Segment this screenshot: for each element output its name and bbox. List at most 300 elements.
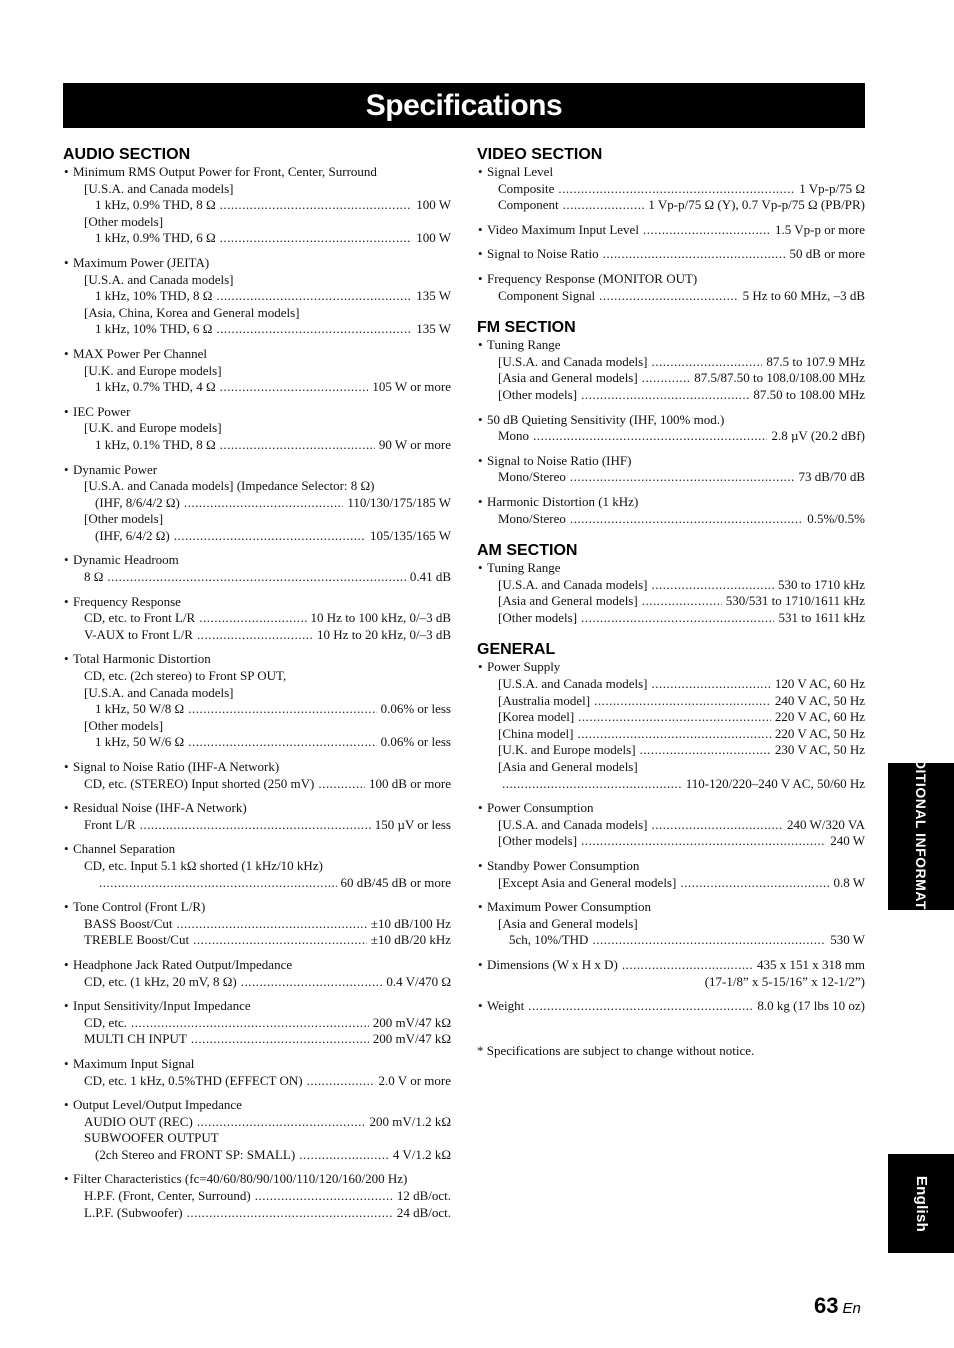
spec-label: Tuning Range bbox=[487, 337, 561, 353]
spec-line bbox=[477, 197, 865, 214]
spec-section bbox=[477, 318, 865, 527]
spec-label: (IHF, 8/6/4/2 Ω) bbox=[95, 494, 180, 510]
spec-value: 105/135/165 W bbox=[369, 527, 451, 543]
spec-line bbox=[63, 998, 451, 1015]
spec-line bbox=[63, 495, 451, 512]
side-tab-label: ADDITIONAL INFORMATION bbox=[913, 737, 929, 936]
bullet-icon: • bbox=[478, 899, 483, 915]
spec-line bbox=[477, 932, 865, 949]
bullet-icon: • bbox=[478, 337, 483, 353]
spec-label: Headphone Jack Rated Output/Impedance bbox=[73, 956, 293, 972]
spec-label: IEC Power bbox=[73, 403, 131, 419]
spec-label: [Other models] bbox=[84, 717, 164, 733]
spec-line bbox=[63, 610, 451, 627]
spec-label: Power Consumption bbox=[487, 800, 594, 816]
spec-line bbox=[63, 841, 451, 858]
spec-item bbox=[477, 337, 865, 403]
dot-leader bbox=[220, 379, 369, 396]
dot-leader bbox=[220, 230, 413, 247]
spec-line bbox=[63, 346, 451, 363]
dot-leader bbox=[199, 610, 306, 627]
spec-line bbox=[63, 1130, 451, 1147]
spec-line bbox=[63, 718, 451, 735]
dot-leader bbox=[622, 957, 753, 974]
spec-line bbox=[63, 478, 451, 495]
bullet-icon: • bbox=[478, 560, 483, 576]
spec-value: 240 W/320 VA bbox=[786, 816, 865, 832]
side-tab-additional-information[interactable] bbox=[888, 737, 954, 936]
bullet-icon: • bbox=[478, 998, 483, 1014]
spec-value: 90 W or more bbox=[378, 436, 451, 452]
dot-leader bbox=[533, 428, 767, 445]
spec-item bbox=[63, 998, 451, 1048]
spec-line bbox=[477, 759, 865, 776]
spec-item bbox=[63, 255, 451, 338]
spec-label: 1 kHz, 0.7% THD, 4 Ω bbox=[95, 379, 216, 395]
spec-item bbox=[477, 659, 865, 792]
spec-line bbox=[63, 875, 451, 892]
dot-leader bbox=[191, 1031, 369, 1048]
spec-label: Dimensions (W x H x D) bbox=[487, 956, 618, 972]
spec-item bbox=[477, 858, 865, 891]
spec-line bbox=[63, 974, 451, 991]
spec-item bbox=[477, 560, 865, 626]
bullet-icon: • bbox=[478, 221, 483, 237]
spec-label: Tone Control (Front L/R) bbox=[73, 899, 206, 915]
dot-leader bbox=[581, 387, 749, 404]
spec-line bbox=[63, 321, 451, 338]
side-tab-english[interactable] bbox=[888, 1154, 954, 1253]
spec-value: 1 Vp-p/75 Ω bbox=[799, 180, 865, 196]
spec-line bbox=[63, 197, 451, 214]
spec-item bbox=[63, 462, 451, 545]
dot-leader bbox=[216, 321, 412, 338]
spec-label: 1 kHz, 0.9% THD, 6 Ω bbox=[95, 230, 216, 246]
spec-line bbox=[63, 528, 451, 545]
spec-item bbox=[63, 957, 451, 990]
bullet-icon: • bbox=[478, 956, 483, 972]
spec-label: CD, etc. 1 kHz, 0.5%THD (EFFECT ON) bbox=[84, 1072, 303, 1088]
spec-line bbox=[477, 246, 865, 263]
dot-leader bbox=[680, 875, 829, 892]
spec-item bbox=[63, 552, 451, 585]
dot-leader bbox=[577, 726, 770, 743]
spec-label: [U.K. and Europe models] bbox=[84, 362, 222, 378]
spec-value: 0.4 V/470 Ω bbox=[386, 973, 451, 989]
spec-label: [U.S.A. and Canada models] bbox=[84, 180, 234, 196]
spec-label: MULTI CH INPUT bbox=[84, 1031, 187, 1047]
spec-value: 200 mV/47 kΩ bbox=[372, 1014, 451, 1030]
spec-line bbox=[63, 800, 451, 817]
bullet-icon: • bbox=[478, 452, 483, 468]
spec-value: 5 Hz to 60 MHz, –3 dB bbox=[742, 287, 865, 303]
bullet-icon: • bbox=[64, 164, 69, 179]
spec-line bbox=[63, 1056, 451, 1073]
spec-line bbox=[477, 709, 865, 726]
spec-label: [U.K. and Europe models] bbox=[498, 742, 636, 758]
spec-value: 87.50 to 108.00 MHz bbox=[753, 386, 865, 402]
spec-label: 1 kHz, 0.9% THD, 8 Ω bbox=[95, 197, 216, 213]
spec-line bbox=[63, 627, 451, 644]
spec-value: 0.06% or less bbox=[380, 701, 451, 717]
spec-value: 120 V AC, 60 Hz bbox=[774, 676, 865, 692]
spec-line bbox=[477, 957, 865, 974]
bullet-icon: • bbox=[64, 651, 69, 667]
spec-line bbox=[477, 916, 865, 933]
spec-line bbox=[477, 560, 865, 577]
spec-line bbox=[477, 354, 865, 371]
spec-value: 240 W bbox=[830, 833, 865, 849]
spec-item bbox=[477, 494, 865, 527]
spec-line bbox=[63, 817, 451, 834]
page-title: Specifications bbox=[63, 83, 865, 128]
spec-label: Composite bbox=[498, 180, 555, 196]
dot-leader bbox=[188, 701, 376, 718]
dot-leader bbox=[107, 569, 405, 586]
dot-leader bbox=[197, 1114, 366, 1131]
spec-value: 12 dB/oct. bbox=[396, 1188, 451, 1204]
spec-line bbox=[63, 594, 451, 611]
spec-line bbox=[477, 726, 865, 743]
spec-label: [China model] bbox=[498, 725, 574, 741]
bullet-icon: • bbox=[478, 659, 483, 675]
spec-value: 10 Hz to 100 kHz, 0/–3 dB bbox=[310, 610, 451, 626]
bullet-icon: • bbox=[478, 270, 483, 286]
dot-leader bbox=[563, 197, 645, 214]
spec-value: 0.06% or less bbox=[380, 734, 451, 750]
spec-label: Signal to Noise Ratio (IHF-A Network) bbox=[73, 759, 280, 774]
spec-value: 10 Hz to 20 kHz, 0/–3 dB bbox=[317, 626, 451, 642]
bullet-icon: • bbox=[64, 461, 69, 477]
dot-leader bbox=[193, 932, 367, 949]
spec-line bbox=[63, 437, 451, 454]
bullet-icon: • bbox=[478, 164, 483, 179]
dot-leader bbox=[99, 875, 337, 892]
spec-value: 50 dB or more bbox=[789, 246, 865, 262]
spec-label: Input Sensitivity/Input Impedance bbox=[73, 998, 251, 1014]
spec-line bbox=[477, 610, 865, 627]
dot-leader bbox=[177, 916, 367, 933]
spec-item bbox=[477, 998, 865, 1015]
spec-line bbox=[477, 337, 865, 354]
spec-value: 150 µV or less bbox=[374, 816, 451, 832]
spec-value: 1 Vp-p/75 Ω (Y), 0.7 Vp-p/75 Ω (PB/PR) bbox=[648, 197, 865, 213]
spec-item bbox=[63, 346, 451, 396]
bullet-icon: • bbox=[64, 403, 69, 419]
spec-label: Maximum Power (JEITA) bbox=[73, 254, 210, 270]
spec-label: Frequency Response bbox=[73, 593, 181, 609]
spec-label: [Other models] bbox=[84, 213, 164, 229]
spec-line bbox=[63, 164, 451, 181]
spec-line bbox=[477, 998, 865, 1015]
dot-leader bbox=[651, 817, 783, 834]
spec-value: 200 mV/47 kΩ bbox=[372, 1031, 451, 1047]
dot-leader bbox=[603, 246, 786, 263]
section-heading: AUDIO SECTION bbox=[63, 146, 191, 163]
dot-leader bbox=[299, 1147, 389, 1164]
spec-label: [Other models] bbox=[498, 386, 578, 402]
spec-line bbox=[63, 288, 451, 305]
spec-value: 110/130/175/185 W bbox=[347, 494, 451, 510]
spec-value: 0.41 dB bbox=[409, 569, 451, 585]
spec-label: Maximum Power Consumption bbox=[487, 899, 651, 915]
dot-leader bbox=[220, 197, 413, 214]
spec-line bbox=[477, 412, 865, 429]
section-heading: VIDEO SECTION bbox=[477, 146, 603, 163]
spec-label: Mono/Stereo bbox=[498, 469, 566, 485]
spec-label: [Other models] bbox=[498, 609, 578, 625]
spec-label: Channel Separation bbox=[73, 841, 176, 857]
spec-label: Component bbox=[498, 197, 559, 213]
footnote: * Specifications are subject to change without notice. bbox=[477, 1042, 755, 1058]
spec-line bbox=[63, 759, 451, 776]
spec-label: 1 kHz, 0.1% THD, 8 Ω bbox=[95, 436, 216, 452]
spec-label: Component Signal bbox=[498, 287, 596, 303]
spec-line bbox=[477, 776, 865, 793]
spec-line bbox=[63, 734, 451, 751]
spec-label: [U.S.A. and Canada models] bbox=[498, 676, 648, 692]
spec-line bbox=[477, 899, 865, 916]
spec-line bbox=[63, 552, 451, 569]
spec-line bbox=[63, 1205, 451, 1222]
dot-leader bbox=[570, 469, 795, 486]
spec-value: 100 W bbox=[416, 197, 451, 213]
bullet-icon: • bbox=[478, 858, 483, 873]
spec-item bbox=[63, 899, 451, 949]
section-heading: AM SECTION bbox=[477, 542, 578, 560]
spec-line bbox=[63, 701, 451, 718]
spec-label: Maximum Input Signal bbox=[73, 1055, 195, 1071]
spec-line bbox=[477, 511, 865, 528]
spec-value: 230 V AC, 50 Hz bbox=[774, 742, 865, 758]
spec-line bbox=[477, 428, 865, 445]
spec-item bbox=[63, 404, 451, 454]
spec-line bbox=[63, 305, 451, 322]
spec-item bbox=[477, 164, 865, 214]
spec-line bbox=[63, 1097, 451, 1114]
dot-leader bbox=[241, 974, 383, 991]
dot-leader bbox=[558, 181, 795, 198]
spec-line bbox=[63, 899, 451, 916]
spec-label: [U.S.A. and Canada models] bbox=[498, 353, 648, 369]
spec-line bbox=[63, 1147, 451, 1164]
spec-line bbox=[477, 659, 865, 676]
spec-line bbox=[63, 1015, 451, 1032]
bullet-icon: • bbox=[64, 1171, 69, 1187]
spec-line bbox=[477, 974, 865, 991]
spec-label: MAX Power Per Channel bbox=[73, 345, 207, 361]
dot-leader bbox=[140, 817, 371, 834]
spec-label: Power Supply bbox=[487, 659, 561, 675]
dot-leader bbox=[184, 495, 344, 512]
spec-line bbox=[477, 164, 865, 181]
dot-leader bbox=[318, 776, 365, 793]
spec-section bbox=[477, 145, 865, 304]
spec-label: CD, etc. (STEREO) Input shorted (250 mV) bbox=[84, 775, 315, 791]
spec-label: [Asia, China, Korea and General models] bbox=[84, 304, 300, 320]
spec-line bbox=[63, 404, 451, 421]
spec-label: Tuning Range bbox=[487, 560, 561, 576]
dot-leader bbox=[651, 676, 770, 693]
bullet-icon: • bbox=[478, 246, 483, 262]
spec-line bbox=[63, 1171, 451, 1188]
bullet-icon: • bbox=[478, 411, 483, 427]
spec-label: Signal Level bbox=[487, 164, 554, 179]
spec-value: 220 V AC, 50 Hz bbox=[774, 725, 865, 741]
spec-label: [U.S.A. and Canada models] (Impedance Selector: 8 Ω) bbox=[84, 478, 375, 494]
spec-line bbox=[63, 420, 451, 437]
spec-line bbox=[63, 379, 451, 396]
spec-value: 531 to 1611 kHz bbox=[778, 609, 865, 625]
spec-item bbox=[63, 164, 451, 247]
dot-leader bbox=[643, 222, 771, 239]
dot-leader bbox=[581, 610, 774, 627]
right-column bbox=[477, 145, 865, 1059]
spec-value: 530 to 1710 kHz bbox=[777, 576, 865, 592]
section-heading: GENERAL bbox=[477, 641, 556, 659]
spec-line bbox=[477, 742, 865, 759]
spec-label: 1 kHz, 50 W/8 Ω bbox=[95, 701, 185, 717]
spec-label: [U.K. and Europe models] bbox=[84, 420, 222, 436]
spec-label: CD, etc. to Front L/R bbox=[84, 610, 196, 626]
spec-label: Signal to Noise Ratio (IHF) bbox=[487, 452, 632, 468]
spec-line bbox=[63, 230, 451, 247]
spec-value: 87.5 to 107.9 MHz bbox=[766, 353, 865, 369]
page-number bbox=[814, 1293, 861, 1319]
dot-leader bbox=[216, 288, 412, 305]
spec-value: 0.8 W bbox=[833, 874, 865, 890]
spec-label: 1 kHz, 10% THD, 6 Ω bbox=[95, 321, 213, 337]
dot-leader bbox=[307, 1073, 375, 1090]
spec-line bbox=[63, 1114, 451, 1131]
spec-value: 73 dB/70 dB bbox=[798, 469, 865, 485]
spec-line bbox=[477, 387, 865, 404]
spec-label: V-AUX to Front L/R bbox=[84, 626, 193, 642]
spec-value: 110-120/220–240 V AC, 50/60 Hz bbox=[685, 775, 865, 791]
spec-line bbox=[63, 1073, 451, 1090]
spec-value: (17-1/8” x 5-15/16” x 12-1/2”) bbox=[704, 973, 865, 989]
spec-label: [Other models] bbox=[498, 833, 578, 849]
spec-value: 87.5/87.50 to 108.0/108.00 MHz bbox=[694, 370, 865, 386]
dot-leader bbox=[651, 354, 762, 371]
spec-label: [U.S.A. and Canada models] bbox=[498, 576, 648, 592]
spec-value: 0.5%/0.5% bbox=[807, 510, 865, 526]
spec-item bbox=[63, 651, 451, 751]
spec-label: Minimum RMS Output Power for Front, Center, Surround bbox=[73, 164, 377, 179]
dot-leader bbox=[570, 511, 803, 528]
spec-value: 530/531 to 1710/1611 kHz bbox=[725, 593, 865, 609]
spec-label: L.P.F. (Subwoofer) bbox=[84, 1204, 183, 1220]
dot-leader bbox=[197, 627, 313, 644]
spec-item bbox=[63, 1171, 451, 1221]
spec-line bbox=[63, 511, 451, 528]
spec-value: 435 x 151 x 318 mm bbox=[757, 956, 865, 972]
spec-value: 530 W bbox=[830, 932, 865, 948]
spec-line bbox=[63, 272, 451, 289]
section-heading: FM SECTION bbox=[477, 319, 576, 337]
spec-line bbox=[63, 916, 451, 933]
spec-label: CD, etc. bbox=[84, 1014, 127, 1030]
spec-label: CD, etc. Input 5.1 kΩ shorted (1 kHz/10 kHz) bbox=[84, 857, 323, 873]
spec-label: (IHF, 6/4/2 Ω) bbox=[95, 527, 170, 543]
dot-leader bbox=[581, 833, 826, 850]
spec-item bbox=[63, 1056, 451, 1089]
spec-value: 60 dB/45 dB or more bbox=[340, 874, 451, 890]
page-language-suffix: En bbox=[842, 1300, 861, 1317]
spec-line bbox=[63, 181, 451, 198]
spec-label: [U.S.A. and Canada models] bbox=[84, 684, 234, 700]
spec-value: 1.5 Vp-p or more bbox=[774, 221, 865, 237]
bullet-icon: • bbox=[64, 841, 69, 857]
spec-label: [Asia and General models] bbox=[498, 915, 638, 931]
spec-line bbox=[63, 1031, 451, 1048]
dot-leader bbox=[528, 998, 753, 1015]
spec-label: 5ch, 10%/THD bbox=[509, 932, 589, 948]
spec-line bbox=[477, 370, 865, 387]
spec-value: 220 V AC, 60 Hz bbox=[774, 709, 865, 725]
spec-label: [U.S.A. and Canada models] bbox=[84, 271, 234, 287]
dot-leader bbox=[592, 932, 826, 949]
spec-value: 4 V/1.2 kΩ bbox=[392, 1146, 451, 1162]
spec-line bbox=[63, 685, 451, 702]
spec-line bbox=[63, 1188, 451, 1205]
spec-label: BASS Boost/Cut bbox=[84, 915, 173, 931]
spec-line bbox=[477, 494, 865, 511]
spec-value: 2.8 µV (20.2 dBf) bbox=[771, 428, 865, 444]
spec-value: 135 W bbox=[416, 321, 451, 337]
spec-label: 1 kHz, 50 W/6 Ω bbox=[95, 734, 185, 750]
bullet-icon: • bbox=[478, 493, 483, 509]
spec-label: Standby Power Consumption bbox=[487, 858, 640, 873]
left-column bbox=[63, 145, 451, 1221]
spec-label: Dynamic Power bbox=[73, 461, 158, 477]
spec-line bbox=[477, 693, 865, 710]
spec-line bbox=[477, 469, 865, 486]
dot-leader bbox=[578, 709, 771, 726]
spec-item bbox=[477, 222, 865, 239]
spec-line bbox=[477, 181, 865, 198]
spec-value: 2.0 V or more bbox=[378, 1072, 451, 1088]
spec-label: Signal to Noise Ratio bbox=[487, 246, 599, 262]
spec-item bbox=[63, 1097, 451, 1163]
spec-line bbox=[63, 668, 451, 685]
spec-label: AUDIO OUT (REC) bbox=[84, 1113, 193, 1129]
spec-label: Mono/Stereo bbox=[498, 510, 566, 526]
spec-label: [U.S.A. and Canada models] bbox=[498, 816, 648, 832]
bullet-icon: • bbox=[64, 800, 69, 816]
dot-leader bbox=[599, 288, 738, 305]
spec-item bbox=[477, 453, 865, 486]
spec-line bbox=[477, 833, 865, 850]
spec-label: Video Maximum Input Level bbox=[487, 221, 639, 237]
spec-label: (2ch Stereo and FRONT SP: SMALL) bbox=[95, 1146, 296, 1162]
spec-value: 200 mV/1.2 kΩ bbox=[369, 1113, 451, 1129]
spec-item bbox=[477, 957, 865, 990]
spec-item bbox=[63, 800, 451, 833]
bullet-icon: • bbox=[64, 899, 69, 915]
spec-line bbox=[477, 453, 865, 470]
spec-section bbox=[477, 640, 865, 1014]
spec-value: 8.0 kg (17 lbs 10 oz) bbox=[757, 998, 865, 1014]
spec-label: Output Level/Output Impedance bbox=[73, 1097, 242, 1113]
spec-line bbox=[477, 593, 865, 610]
spec-label: Frequency Response (MONITOR OUT) bbox=[487, 270, 698, 286]
spec-value: ±10 dB/100 Hz bbox=[370, 915, 451, 931]
spec-label: SUBWOOFER OUTPUT bbox=[84, 1130, 219, 1146]
dot-leader bbox=[220, 437, 375, 454]
spec-line bbox=[63, 932, 451, 949]
side-tab-label: English bbox=[913, 1175, 930, 1232]
